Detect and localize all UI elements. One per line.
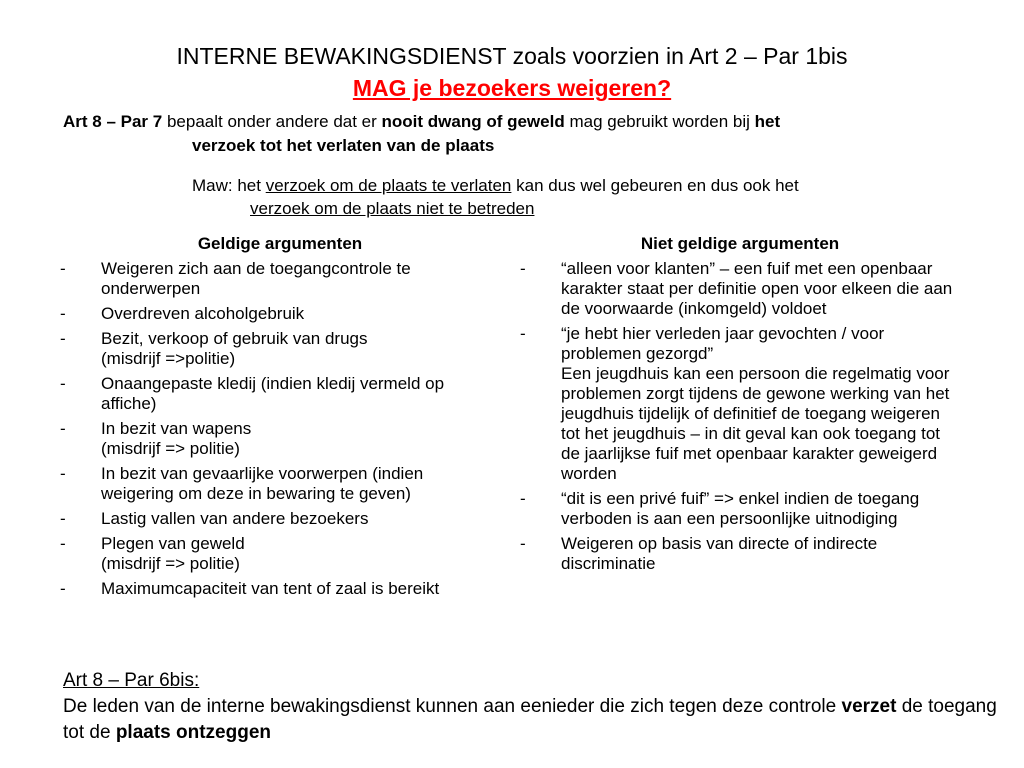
list-item-text: “alleen voor klanten” – een fuif met een openbaar karakter staat per definitie open voor elkeen die aan de voorwaarde (inkomgeld) voldoet [561, 259, 953, 318]
list-item-text: Weigeren zich aan de toegangcontrole te onderwerpen [101, 259, 411, 298]
bullet-dash: - [60, 259, 66, 278]
list-item [60, 419, 500, 459]
slide-title: INTERNE BEWAKINGSDIENST zoals voorzien in Art 2 – Par 1bis [176, 43, 848, 69]
bullet-dash: - [520, 534, 526, 553]
art8-par6bis-paragraph [63, 668, 1003, 746]
valid-arguments-heading: Geldige argumenten [197, 234, 363, 253]
bullet-dash: - [520, 489, 526, 508]
bullet-dash: - [60, 329, 66, 348]
art8-bold-2b: verzoek tot het verlaten van de plaats [192, 136, 495, 155]
list-item [60, 259, 500, 299]
valid-arguments-column [60, 234, 500, 604]
list-item [60, 509, 500, 529]
list-item [60, 464, 500, 504]
art8-ref: Art 8 – Par 7 [63, 112, 163, 131]
art8-bold-2a: het [754, 112, 781, 131]
bullet-dash: - [60, 374, 66, 393]
list-item [60, 579, 500, 599]
list-item-text: In bezit van gevaarlijke voorwerpen (indien weigering om deze in bewaring te geven) [101, 464, 424, 503]
bullet-dash: - [60, 419, 66, 438]
list-item-text: In bezit van wapens (misdrijf => politie) [101, 419, 252, 458]
footer-heading: Art 8 – Par 6bis: [63, 670, 200, 691]
list-item [520, 534, 960, 574]
list-item-text: “dit is een privé fuif” => enkel indien de toegang verboden is aan een persoonlijke uitnodiging [561, 489, 920, 528]
bullet-dash: - [520, 259, 526, 278]
list-item [60, 304, 500, 324]
maw-paragraph [192, 174, 992, 220]
art8-text-1: bepaalt onder andere dat er [162, 112, 382, 131]
invalid-arguments-heading: Niet geldige argumenten [640, 234, 840, 253]
maw-text-1: Maw: het [192, 176, 266, 195]
valid-arguments-list [60, 259, 500, 599]
list-item [520, 324, 960, 484]
list-item-text: Overdreven alcoholgebruik [101, 304, 305, 323]
maw-underline-1: verzoek om de plaats te verlaten [265, 176, 512, 195]
bullet-dash: - [60, 464, 66, 483]
bullet-dash: - [60, 509, 66, 528]
list-item-text: Plegen van geweld (misdrijf => politie) [101, 534, 245, 573]
list-item [60, 329, 500, 369]
list-item-text: Maximumcapaciteit van tent of zaal is bereikt [101, 579, 440, 598]
list-item-text: Onaangepaste kledij (indien kledij vermeld op affiche) [101, 374, 445, 413]
bullet-dash: - [60, 579, 66, 598]
list-item [520, 259, 960, 319]
art8-text-2: mag gebruikt worden bij [564, 112, 755, 131]
art8-par7-paragraph [63, 110, 983, 158]
list-item [60, 534, 500, 574]
art8-bold-1: nooit dwang of geweld [381, 112, 565, 131]
slide-subtitle: MAG je bezoekers weigeren? [352, 75, 672, 101]
list-item-text: Bezit, verkoop of gebruik van drugs (misdrijf =>politie) [101, 329, 368, 368]
list-item [520, 489, 960, 529]
invalid-arguments-list [520, 259, 960, 574]
bullet-dash: - [520, 324, 526, 343]
list-item-text: Weigeren op basis van directe of indirecte discriminatie [561, 534, 878, 573]
footer-bold-2: plaats ontzeggen [115, 722, 272, 743]
bullet-dash: - [60, 304, 66, 323]
maw-text-2: kan dus wel gebeuren en dus ook het [511, 176, 799, 195]
bullet-dash: - [60, 534, 66, 553]
footer-bold-1: verzet [841, 696, 897, 717]
footer-text-2: de toegang tot de [63, 696, 997, 743]
list-item [60, 374, 500, 414]
footer-text-1: De leden van de interne bewakingsdienst kunnen aan eenieder die zich tegen deze controle [63, 696, 842, 717]
list-item-text: Lastig vallen van andere bezoekers [101, 509, 369, 528]
maw-underline-2: verzoek om de plaats niet te betreden [250, 199, 535, 218]
invalid-arguments-column [520, 234, 960, 579]
list-item-text: “je hebt hier verleden jaar gevochten / voor problemen gezorgd” Een jeugdhuis kan een persoon die regelmatig voor problemen zorgt tijdens de gewone werking van het jeugdhuis tijdelijk of definitief de toegang weigeren tot het jeugdhuis – in dit geval kan ook toegang tot de jaarlijkse fuif met openbaar karakter geweigerd worden [561, 324, 950, 483]
